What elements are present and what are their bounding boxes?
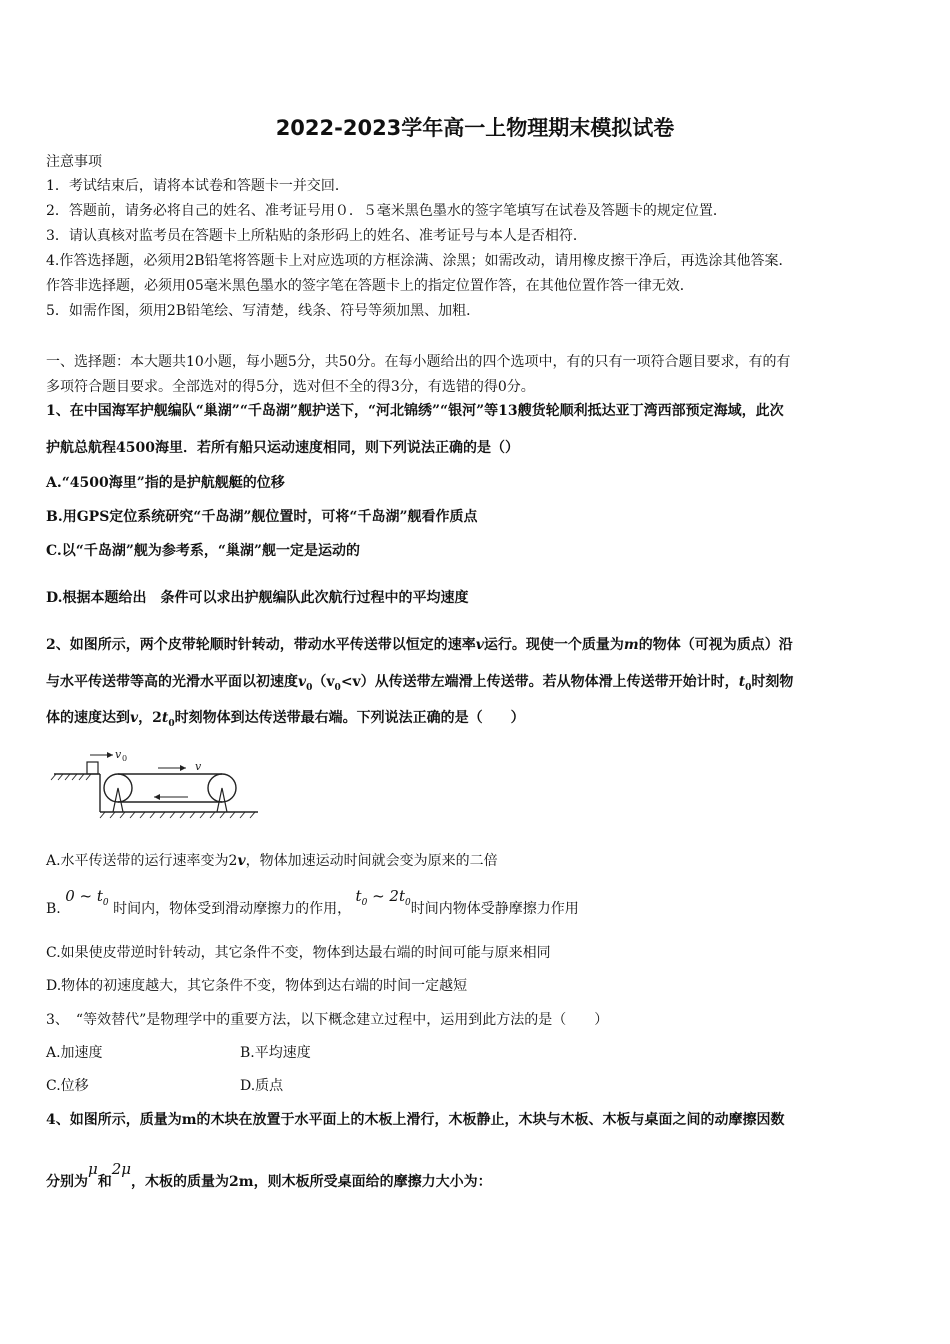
q2-stem: 体的速度达到v，$2t_0$时刻物体到达传送带最右端。下列说法正确的是（ ） — [46, 710, 525, 729]
q3-option-d[interactable]: D.质点 — [240, 1078, 284, 1094]
section-instructions: 一、选择题：本大题共10小题，每小题5分，共50分。在每小题给出的四个选项中，有的只有一项符合题目要求，有的有 — [46, 354, 791, 370]
section-instructions: 多项符合题目要求。全部选对的得5分，选对但不全的得3分，有选错的得0分。 — [46, 379, 535, 395]
q1-stem: 1、在中国海军护舰编队“巢湖”“千岛湖”舰护送下，“河北锦绣”“银河”等13艘货轮顺利抵达亚丁湾西部预定海域，此次 — [46, 403, 784, 419]
q1-option-a[interactable]: A.“4500海里”指的是护航舰艇的位移 — [46, 475, 285, 491]
q4-stem: 4、如图所示，质量为m的木块在放置于水平面上的木板上滑行，木板静止，木块与木板、木板与桌面之间的动摩擦因数 — [46, 1112, 785, 1128]
page-title: 2022-2023学年高一上物理期末模拟试卷 — [275, 116, 675, 140]
q1-option-b[interactable]: B.用GPS定位系统研究“千岛湖”舰位置时，可将“千岛湖”舰看作质点 — [46, 509, 478, 525]
notice-item: 2．答题前，请务必将自己的姓名、准考证号用０．５毫米黑色墨水的签字笔填写在试卷及答题卡的规定位置． — [46, 203, 727, 219]
q4-stem: 分别为μ和2μ，木板的质量为2m，则木板所受桌面给的摩擦力大小为： — [46, 1160, 492, 1190]
conveyor-belt-figure — [50, 742, 280, 832]
q2-stem: 2、如图所示，两个皮带轮顺时针转动，带动水平传送带以恒定的速率v运行。现使一个质量为m的物体（可视为质点）沿 — [46, 637, 793, 653]
fig-label-v0: v — [115, 748, 122, 761]
q3-option-c[interactable]: C.位移 — [46, 1078, 89, 1094]
notice-item: 4.作答选择题，必须用2B铅笔将答题卡上对应选项的方框涂满、涂黑；如需改动，请用橡皮擦干净后，再选涂其他答案． — [46, 253, 793, 269]
notice-item: 作答非选择题，必须用05毫米黑色墨水的签字笔在答题卡上的指定位置作答，在其他位置作答一律无效． — [46, 278, 694, 294]
q3-stem: 3、 “等效替代”是物理学中的重要方法，以下概念建立过程中，运用到此方法的是（ ） — [46, 1012, 609, 1028]
q3-option-b[interactable]: B.平均速度 — [240, 1045, 311, 1061]
fig-label-v: v — [195, 760, 202, 773]
q2-option-c[interactable]: C.如果使皮带逆时针转动，其它条件不变，物体到达最右端的时间可能与原来相同 — [46, 945, 551, 961]
q1-option-c[interactable]: C.以“千岛湖”舰为参考系，“巢湖”舰一定是运动的 — [46, 543, 360, 559]
q1-option-d[interactable]: D.根据本题给出 条件可以求出护舰编队此次航行过程中的平均速度 — [46, 590, 469, 606]
q1-stem: 护航总航程4500海里．若所有船只运动速度相同，则下列说法正确的是（） — [46, 440, 519, 456]
q2-option-b[interactable]: B. 0 ~ $t_0$ 时间内，物体受到滑动摩擦力的作用， $t_0$ ~ $2t_0$时间内物体受静摩擦力作用 — [46, 887, 579, 917]
fig-label-v0-sub: 0 — [122, 754, 128, 763]
notice-item: 3．请认真核对监考员在答题卡上所粘贴的条形码上的姓名、准考证号与本人是否相符． — [46, 228, 587, 244]
q2-stem: 与水平传送带等高的光滑水平面以初速度$v_0(v_0<v)$从传送带左端滑上传送带。若从物体滑上传送带开始计时，$t_0$时刻物 — [46, 674, 794, 693]
notice-item: 1．考试结束后，请将本试卷和答题卡一并交回． — [46, 178, 349, 194]
notice-heading: 注意事项 — [46, 154, 102, 170]
q3-option-a[interactable]: A.加速度 — [46, 1045, 103, 1061]
notice-item: 5．如需作图，须用2B铅笔绘、写清楚，线条、符号等须加黑、加粗． — [46, 303, 481, 319]
q2-option-a[interactable]: A.水平传送带的运行速率变为2v，物体加速运动时间就会变为原来的二倍 — [46, 853, 498, 869]
q2-option-d[interactable]: D.物体的初速度越大，其它条件不变，物体到达右端的时间一定越短 — [46, 978, 468, 994]
